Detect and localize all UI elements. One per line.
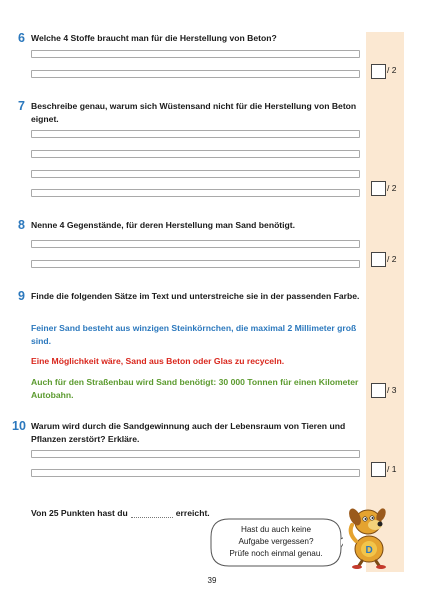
answer-line[interactable] bbox=[31, 70, 360, 78]
question-6-text: Welche 4 Stoffe braucht man für die Herstellung von Beton? bbox=[31, 33, 277, 43]
answer-line[interactable] bbox=[31, 170, 360, 178]
points-sidebar bbox=[366, 32, 404, 572]
points-box[interactable] bbox=[371, 462, 386, 477]
question-7-number: 7 bbox=[18, 99, 25, 113]
question-10-number: 10 bbox=[12, 419, 26, 433]
question-7-text: Beschreibe genau, warum sich Wüstensand nicht für die Herstellung von Beton eignet. bbox=[31, 101, 357, 124]
points-label: / 1 bbox=[387, 464, 397, 474]
question-6-number: 6 bbox=[18, 31, 25, 45]
question-8-number: 8 bbox=[18, 218, 25, 232]
score-blank[interactable] bbox=[131, 509, 173, 518]
question-8-text: Nenne 4 Gegenstände, für deren Herstellung man Sand benötigt. bbox=[31, 220, 296, 230]
svg-text:D: D bbox=[365, 545, 373, 556]
bubble-line: Prüfe noch einmal genau. bbox=[229, 549, 323, 558]
answer-line[interactable] bbox=[31, 240, 360, 248]
sentence-red: Eine Möglichkeit wäre, Sand aus Beton oder Glas zu recyceln. bbox=[31, 356, 285, 366]
points-label: / 3 bbox=[387, 385, 397, 395]
page-number: 39 bbox=[207, 576, 217, 585]
score-suffix: erreicht. bbox=[175, 508, 210, 518]
points-box[interactable] bbox=[371, 64, 386, 79]
answer-line[interactable] bbox=[31, 189, 360, 197]
score-line bbox=[31, 508, 210, 518]
answer-line[interactable] bbox=[31, 260, 360, 268]
sentence-blue: Feiner Sand besteht aus winzigen Steinkörnchen, die maximal 2 Millimeter groß sind. bbox=[31, 323, 357, 346]
question-9-text: Finde die folgenden Sätze im Text und unterstreiche sie in der passenden Farbe. bbox=[31, 291, 360, 301]
answer-line[interactable] bbox=[31, 450, 360, 458]
bubble-line: Aufgabe vergessen? bbox=[238, 537, 314, 546]
answer-line[interactable] bbox=[31, 130, 360, 138]
answer-line[interactable] bbox=[31, 469, 360, 477]
question-9-number: 9 bbox=[18, 289, 25, 303]
score-prefix: Von 25 Punkten hast du bbox=[31, 508, 128, 518]
points-label: / 2 bbox=[387, 65, 397, 75]
points-box[interactable] bbox=[371, 181, 386, 196]
question-10-text: Warum wird durch die Sandgewinnung auch der Lebensraum von Tieren und Pflanzen zerstört? Erkläre. bbox=[31, 421, 346, 444]
answer-line[interactable] bbox=[31, 50, 360, 58]
bubble-line: Hast du auch keine bbox=[240, 525, 312, 534]
points-label: / 2 bbox=[387, 254, 397, 264]
speech-bubble-text bbox=[209, 524, 343, 560]
sentence-green: Auch für den Straßenbau wird Sand benötigt: 30 000 Tonnen für einen Kilometer Autobahn. bbox=[31, 377, 359, 400]
points-box[interactable] bbox=[371, 383, 386, 398]
mascot-dog-icon bbox=[342, 503, 396, 569]
points-box[interactable] bbox=[371, 252, 386, 267]
answer-line[interactable] bbox=[31, 150, 360, 158]
points-label: / 2 bbox=[387, 183, 397, 193]
